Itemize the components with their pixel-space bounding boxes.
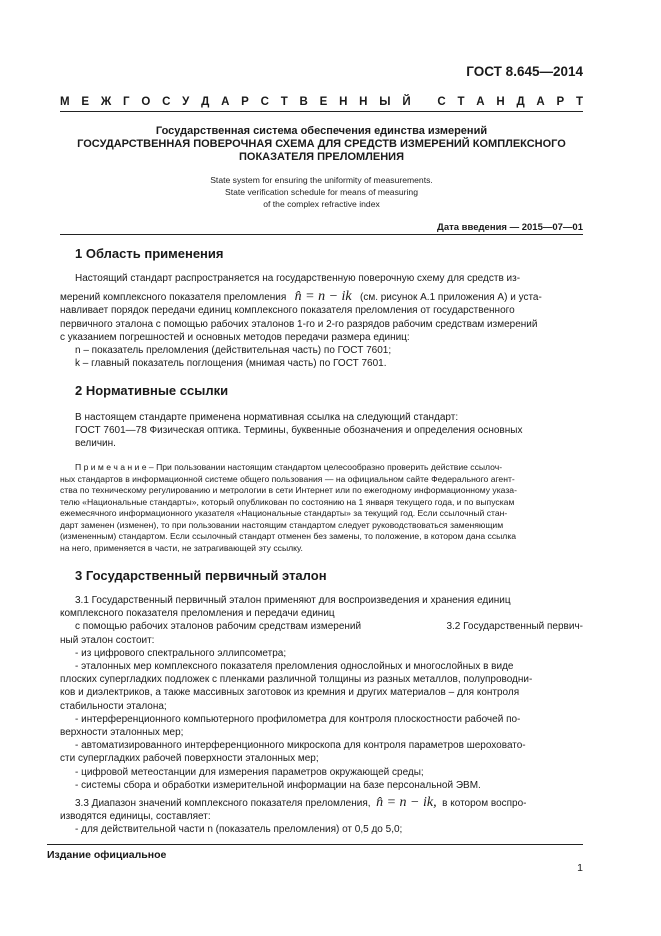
section-3-body: 3.1 Государственный первичный эталон применяют для воспроизведения и хранения единиц комплексного показателя преломления и передачи единиц с помощью рабочих эталонов рабочим средствам измерений 3.2 Государственный первич- ный эталон состоит: - из цифрового спектрального эллипсометра; - эталонных мер комплексного показателя преломления однослойных и многослойных в виде плоских супергладких подложек с пленками различной толщины из разных металлов, полупроводни- ков и диэлектриков, а также массивных заготовок из кремния и других материалов – для контроля стабильности эталона; - интерференционного компьютерного профилометра для контроля плоскостности рабочей по- верхности эталонных мер; - автоматизированного интерференционного микроскопа для контроля параметров шероховато- сти супергладких рабочей поверхности эталонных мер; - цифровой метеостанции для измерения параметров окружающей среды; - системы сбора и обработки измерительной информации на базе персональной ЭВМ. 3.3 Диапазон значений комплексного показателя преломления, n̂ = n − ik, в котором воспро- изводятся единицы, составляет: - для действительной части n (показатель преломления) от 0,5 до 5,0; bbox=[60, 595, 583, 836]
page-number: 1 bbox=[577, 862, 583, 874]
banner-letter: Т bbox=[575, 96, 583, 108]
note-line: на него, применяется в части, не затрагивающей эту ссылку. bbox=[60, 542, 303, 553]
document-code: ГОСТ 8.645—2014 bbox=[466, 64, 583, 79]
note-line: П р и м е ч а н и е – При пользовании настоящим стандартом целесообразно проверить действие ссылоч- bbox=[75, 462, 503, 472]
banner-letter: Н bbox=[496, 96, 505, 108]
banner-letter: Д bbox=[516, 96, 525, 108]
effective-date: Дата введения — 2015—07—01 bbox=[437, 222, 583, 233]
header-rule bbox=[60, 111, 583, 112]
banner-letter bbox=[422, 96, 425, 108]
banner-letter: М bbox=[60, 96, 70, 108]
note-line: дарт заменен (изменен), то при пользовании настоящим стандартом следует руководствоваться заменяющим bbox=[60, 519, 504, 530]
footer-rule bbox=[47, 844, 583, 845]
banner-letter: А bbox=[536, 96, 545, 108]
note-line: ных стандартов в информационной системе общего пользования — на официальном сайте Федерального агент- bbox=[60, 473, 515, 484]
banner-letter: Т bbox=[280, 96, 288, 108]
complex-index-formula-2: n̂ = n − ik, bbox=[376, 795, 437, 811]
banner-letter: Е bbox=[81, 96, 90, 108]
interstate-standard-banner bbox=[60, 96, 583, 108]
banner-letter: Р bbox=[556, 96, 565, 108]
section-3-heading: 3 Государственный первичный эталон bbox=[75, 568, 327, 583]
banner-letter: О bbox=[141, 96, 151, 108]
banner-letter: С bbox=[162, 96, 171, 108]
banner-letter: Н bbox=[339, 96, 348, 108]
banner-letter: А bbox=[221, 96, 230, 108]
title-en-1: State system for ensuring the uniformity of measurements. bbox=[210, 175, 433, 185]
banner-letter: Е bbox=[319, 96, 328, 108]
normative-note bbox=[60, 462, 583, 554]
note-line: телю «Национальные стандарты», который опубликован по состоянию на 1 января текущего года, и по выпускам bbox=[60, 496, 515, 507]
banner-letter: Ы bbox=[379, 96, 391, 108]
note-line: ежемесячного информационного указателя «Национальные стандарты» за текущий год. Если ссылочный стан- bbox=[60, 508, 508, 518]
banner-letter: В bbox=[299, 96, 308, 108]
note-line: (измененным) стандартом. Если ссылочный стандарт отменен без замены, то положение, в котором дана ссылка bbox=[60, 531, 517, 541]
banner-letter: У bbox=[182, 96, 190, 108]
section-2-body: В настоящем стандарте применена нормативная ссылка на следующий стандарт: ГОСТ 7601—78 Физическая оптика. Термины, буквенные обозначения и определения основных величин. bbox=[75, 412, 523, 450]
title-system: Государственная система обеспечения единства измерений bbox=[155, 125, 488, 137]
title-main: ГОСУДАРСТВЕННАЯ ПОВЕРОЧНАЯ СХЕМА ДЛЯ СРЕДСТВ ИЗМЕРЕНИЙ КОМПЛЕКСНОГО bbox=[77, 138, 566, 150]
title-main-cont: ПОКАЗАТЕЛЯ ПРЕЛОМЛЕНИЯ bbox=[239, 151, 404, 163]
date-rule bbox=[60, 234, 583, 235]
banner-letter: Т bbox=[457, 96, 465, 108]
section-1-heading: 1 Область применения bbox=[75, 246, 224, 261]
section-2-heading: 2 Нормативные ссылки bbox=[75, 383, 229, 398]
note-line: ства по техническому регулированию и метрологии в сети Интернет или по ежегодному информационному указа- bbox=[60, 485, 517, 495]
banner-letter: С bbox=[437, 96, 446, 108]
banner-letter: А bbox=[476, 96, 485, 108]
banner-letter: Г bbox=[123, 96, 130, 108]
title-en-3: of the complex refractive index bbox=[263, 199, 380, 209]
banner-letter: Р bbox=[241, 96, 249, 108]
banner-letter: Й bbox=[402, 96, 411, 108]
title-en-2: State verification schedule for means of measuring bbox=[225, 187, 418, 197]
banner-letter: С bbox=[260, 96, 269, 108]
banner-letter: Ж bbox=[100, 96, 112, 108]
complex-index-formula: n̂ = n − ik bbox=[294, 289, 352, 305]
official-edition-label: Издание официальное bbox=[47, 849, 167, 861]
section-1-body: Настоящий стандарт распространяется на государственную поверочную схему для средств из- мерений комплексного показателя преломления n̂ = n − ik (см. рисунок А.1 приложения А) и уста- навливает порядок передачи единиц комплексного показателя преломления от государственного первичного эталона с помощью рабочих эталонов 1-го и 2-го разрядов рабочим средствам измерений с указанием погрешностей и основных методов передачи размера единиц: n – показатель преломления (действительная часть) по ГОСТ 7601; k – главный показатель поглощения (мнимая часть) по ГОСТ 7601. bbox=[60, 273, 542, 370]
banner-letter: Н bbox=[359, 96, 368, 108]
banner-letter: Д bbox=[201, 96, 210, 108]
